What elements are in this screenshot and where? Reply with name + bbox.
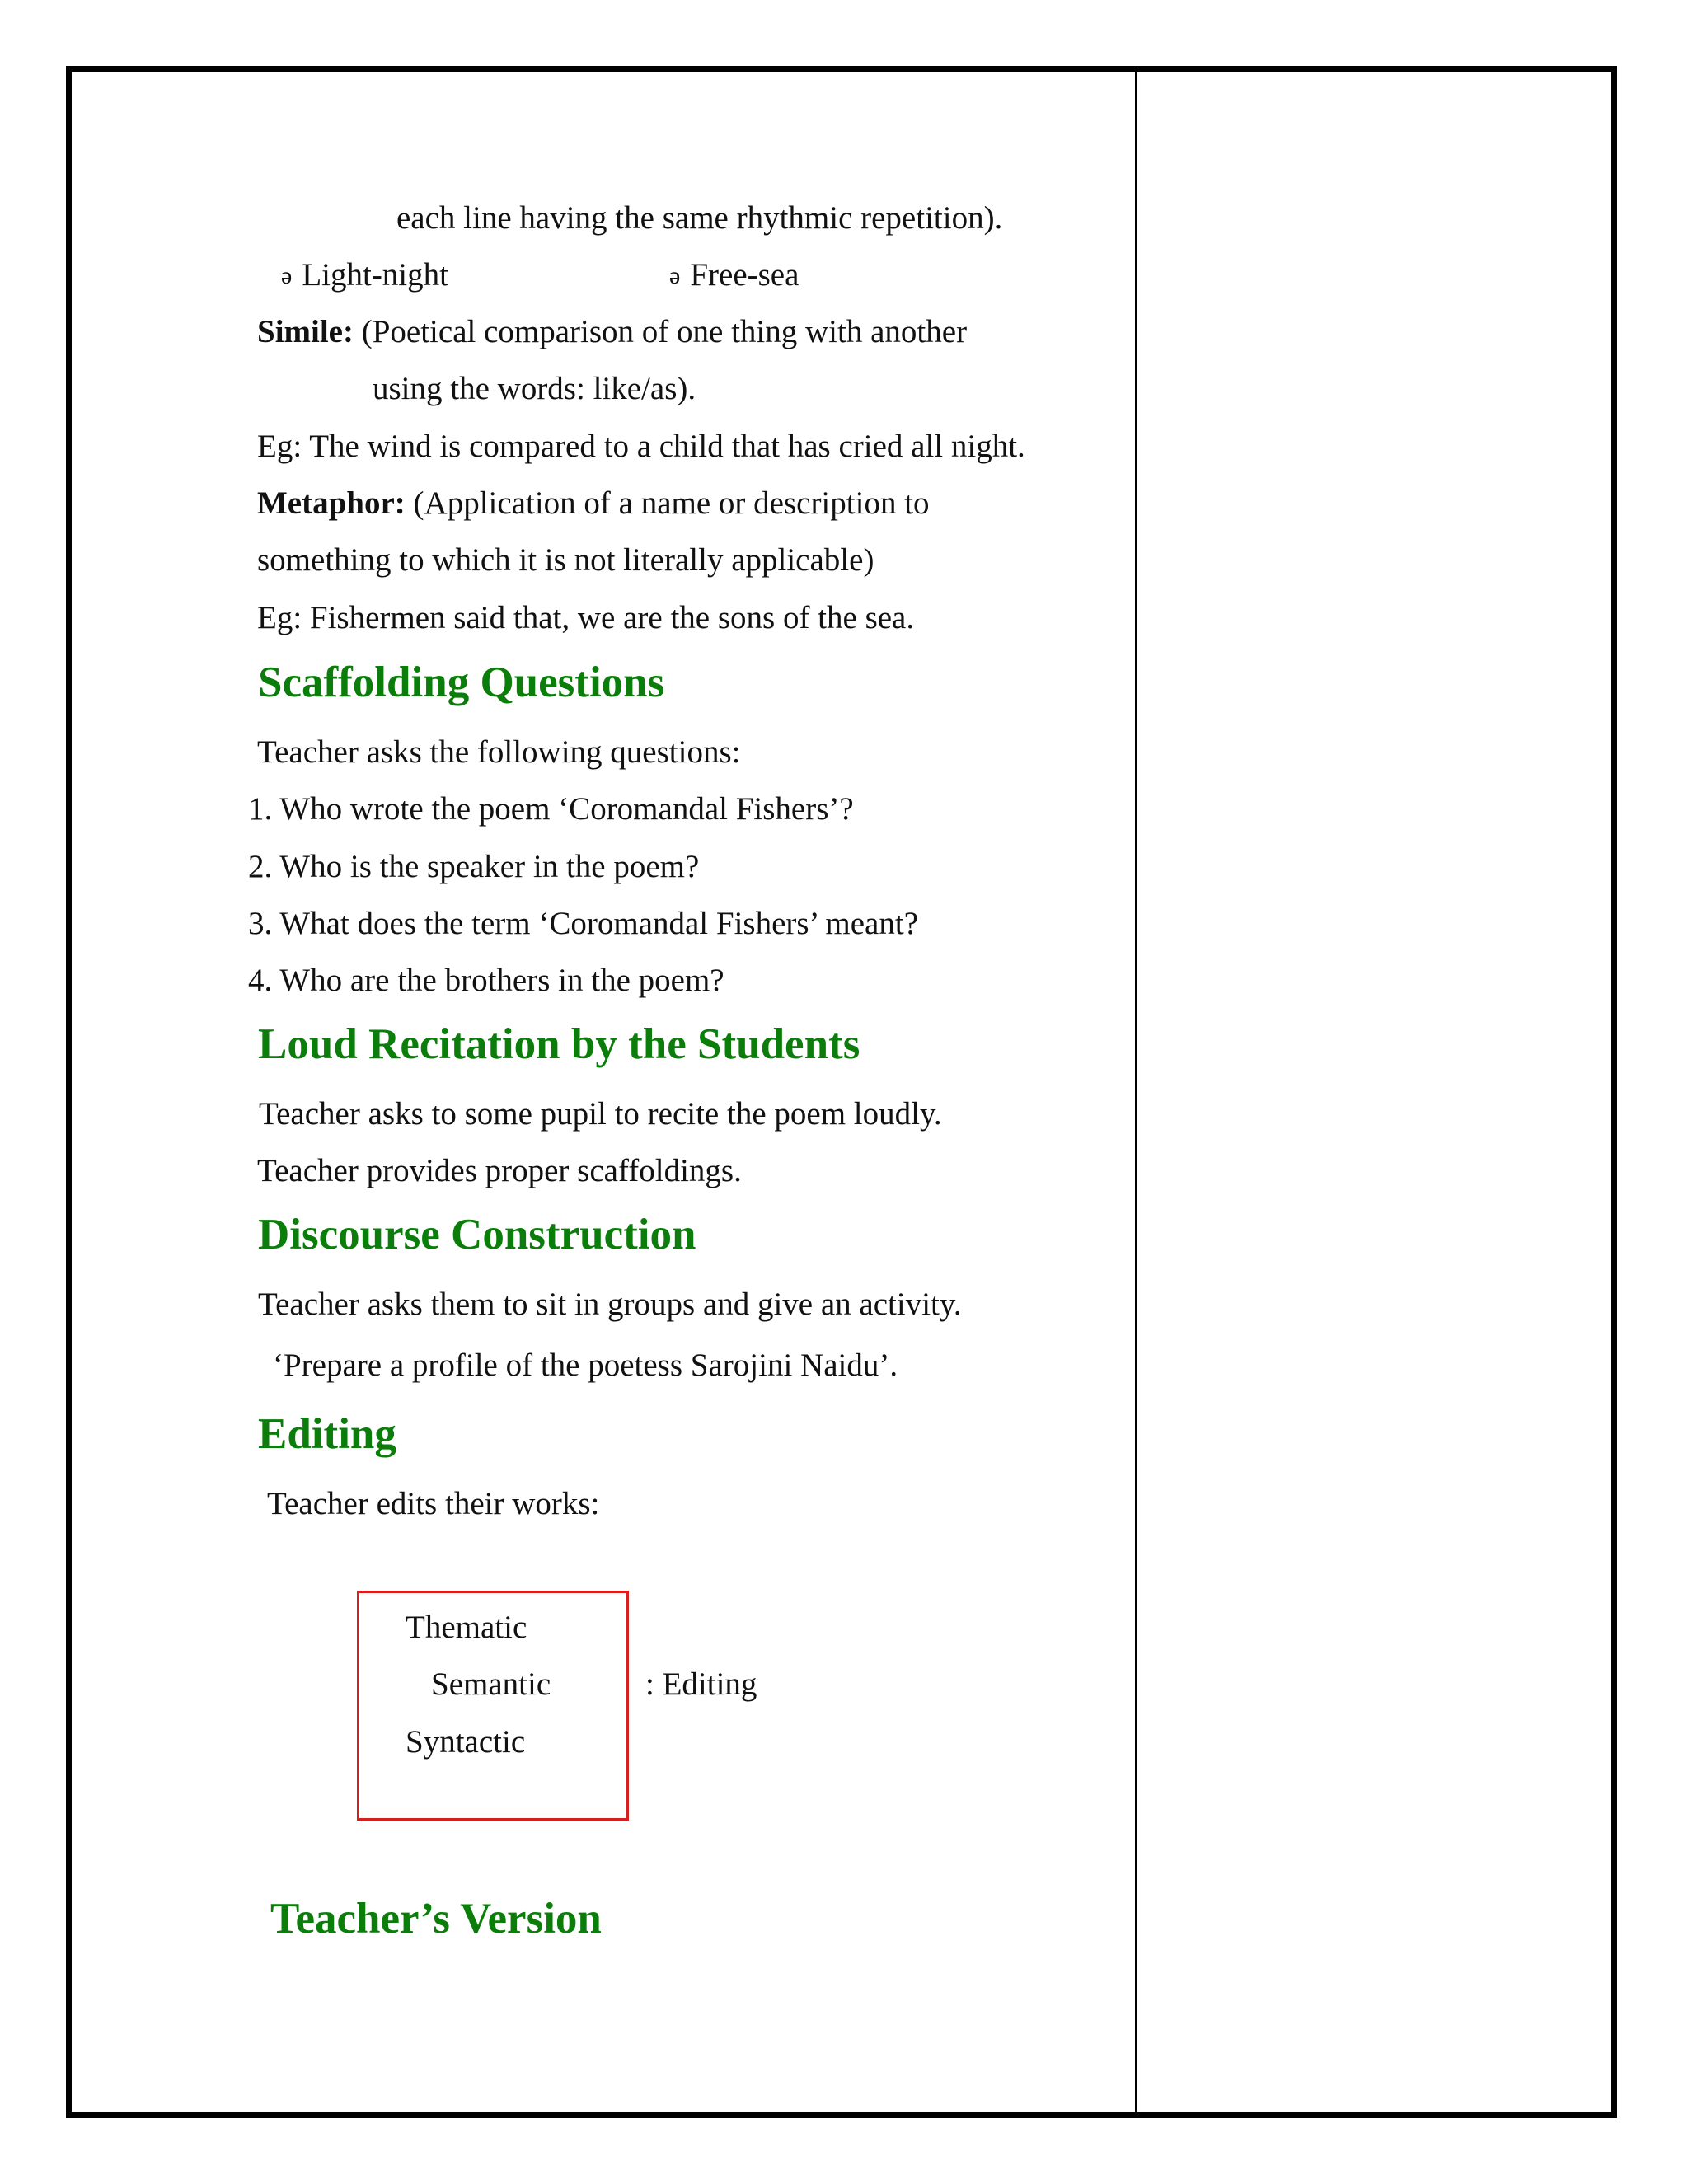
recitation-line-2: Teacher provides proper scaffoldings.	[257, 1153, 742, 1188]
editing-type-thematic: Thematic	[406, 1610, 528, 1645]
rhyme-pair-text: Light-night	[302, 257, 448, 293]
discourse-heading: Discourse Construction	[258, 1211, 696, 1258]
rhyme-pair-1	[281, 259, 448, 291]
question-item: 2. Who is the speaker in the poem?	[248, 849, 700, 884]
simile-term: Simile:	[257, 314, 354, 349]
metaphor-term: Metaphor:	[257, 485, 406, 521]
simile-def-2: using the words: like/as).	[373, 371, 696, 406]
simile-example: Eg: The wind is compared to a child that has cried all night.	[257, 429, 1025, 464]
page-frame	[66, 66, 1617, 2118]
teacher-version-heading: Teacher’s Version	[270, 1895, 602, 1943]
discourse-line-1: Teacher asks them to sit in groups and give an activity.	[258, 1286, 962, 1322]
editing-intro: Teacher edits their works:	[267, 1486, 600, 1521]
discourse-line-2: ‘Prepare a profile of the poetess Sarojini Naidu’.	[273, 1347, 898, 1383]
rhyme-pair-text: Free-sea	[690, 257, 799, 293]
scaffolding-heading: Scaffolding Questions	[258, 658, 665, 706]
editing-type-semantic: Semantic	[431, 1666, 551, 1702]
rhyme-pair-2	[669, 259, 799, 291]
editing-heading: Editing	[258, 1410, 396, 1458]
bullet-icon: ə	[281, 262, 293, 289]
metaphor-def-2: something to which it is not literally applicable)	[257, 542, 874, 578]
metaphor-definition	[257, 487, 930, 519]
recitation-heading: Loud Recitation by the Students	[258, 1020, 860, 1068]
question-item: 3. What does the term ‘Coromandal Fishers’ meant?	[248, 906, 919, 941]
bullet-icon: ə	[669, 262, 681, 289]
scaffolding-intro: Teacher asks the following questions:	[257, 734, 741, 770]
editing-type-syntactic: Syntactic	[406, 1724, 526, 1760]
recitation-line-1: Teacher asks to some pupil to recite the poem loudly.	[259, 1096, 942, 1132]
editing-label: : Editing	[645, 1666, 757, 1702]
metaphor-example: Eg: Fishermen said that, we are the sons of the sea.	[257, 600, 915, 635]
question-item: 4. Who are the brothers in the poem?	[248, 963, 724, 998]
rhyme-line: each line having the same rhythmic repetition).	[396, 200, 1003, 236]
column-divider	[1135, 66, 1137, 2118]
simile-def-1: (Poetical comparison of one thing with another	[353, 314, 968, 349]
metaphor-def-1: (Application of a name or description to	[405, 485, 930, 521]
simile-definition	[257, 316, 967, 348]
question-item: 1. Who wrote the poem ‘Coromandal Fishers’?	[248, 791, 854, 827]
